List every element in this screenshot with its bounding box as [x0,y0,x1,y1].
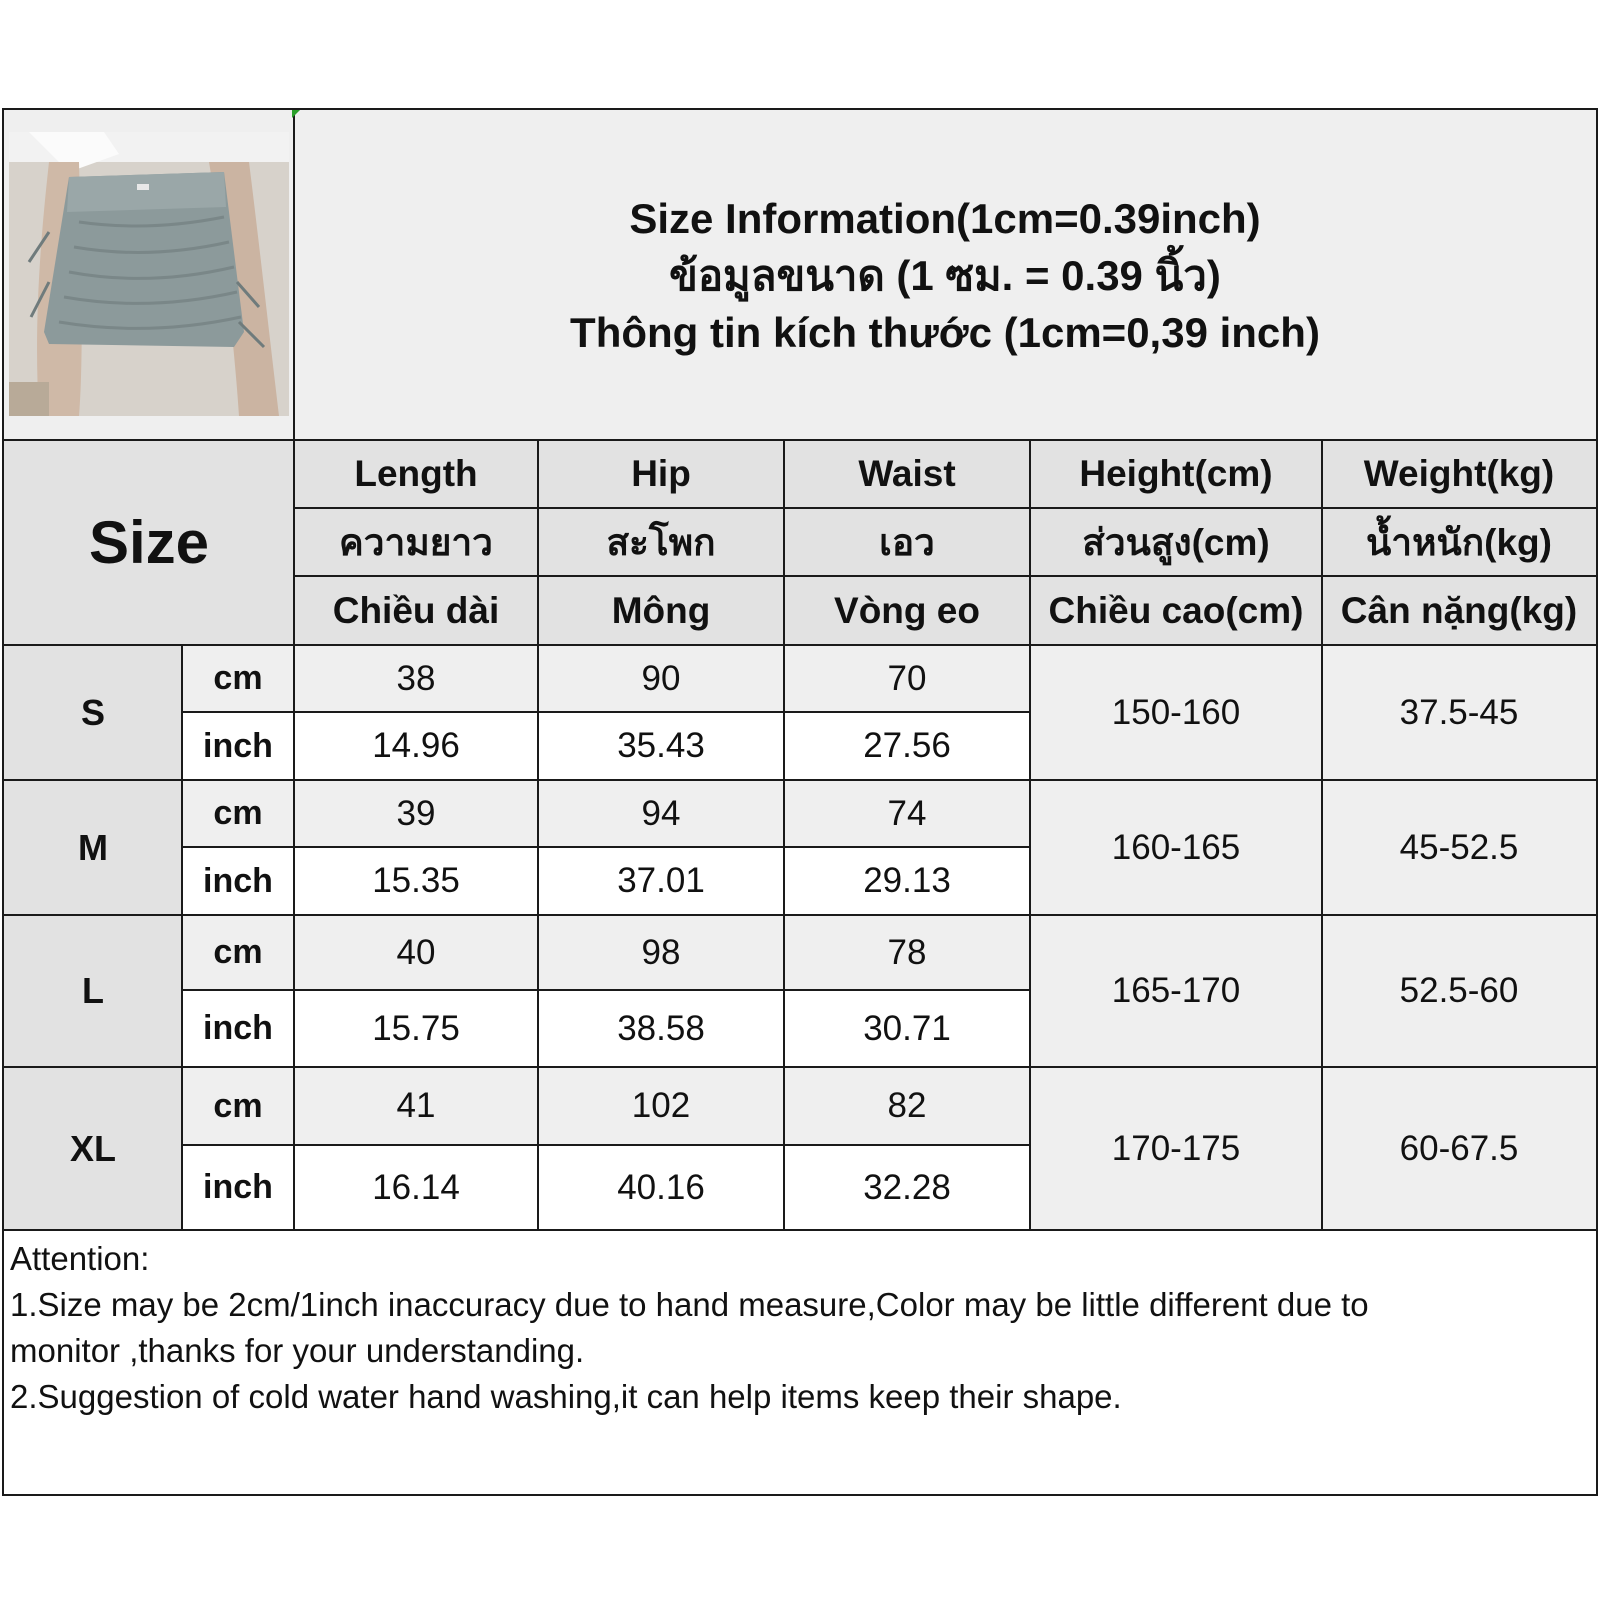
l-waist-cm: 78 [784,915,1030,990]
xl-length-cm: 41 [294,1067,538,1145]
l-hip-inch: 38.58 [538,990,784,1067]
col-waist-en: Waist [784,440,1030,508]
divider [4,1066,1596,1068]
title-block [294,110,1596,440]
m-waist-cm: 74 [784,780,1030,847]
title-en: Size Information(1cm=0.39inch) [629,194,1261,242]
size-s: S [4,645,182,780]
col-length-en: Length [294,440,538,508]
divider [537,440,539,1230]
m-length-inch: 15.35 [294,847,538,915]
col-waist-vi: Vòng eo [784,576,1030,645]
l-hip-cm: 98 [538,915,784,990]
divider [293,110,295,1230]
size-l: L [4,915,182,1067]
l-weight: 52.5-60 [1322,915,1596,1067]
col-waist-th: เอว [784,508,1030,576]
xl-height: 170-175 [1030,1067,1322,1230]
s-height: 150-160 [1030,645,1322,780]
attention-notes [4,1230,1596,1494]
size-m: M [4,780,182,915]
xl-length-inch: 16.14 [294,1145,538,1230]
col-height-vi: Chiều cao(cm) [1030,576,1322,645]
xl-hip-inch: 40.16 [538,1145,784,1230]
m-hip-cm: 94 [538,780,784,847]
size-chart [2,108,1598,1496]
divider [294,575,1596,577]
unit-cm: cm [182,780,294,847]
s-hip-cm: 90 [538,645,784,712]
divider [182,846,1030,848]
xl-waist-cm: 82 [784,1067,1030,1145]
col-weight-vi: Cân nặng(kg) [1322,576,1596,645]
unit-cm: cm [182,645,294,712]
col-height-en: Height(cm) [1030,440,1322,508]
divider [182,1144,1030,1146]
title-th: ข้อมูลขนาด (1 ซม. = 0.39 นิ้ว) [669,251,1221,299]
divider [182,989,1030,991]
divider [1321,440,1323,1230]
unit-inch: inch [182,712,294,780]
corner-marker [292,110,300,118]
m-waist-inch: 29.13 [784,847,1030,915]
unit-inch: inch [182,990,294,1067]
divider [181,645,183,1230]
notes-line-1: 1.Size may be 2cm/1inch inaccuracy due to hand measure,Color may be little different due to [10,1286,1369,1323]
product-photo-cell [4,110,294,440]
xl-hip-cm: 102 [538,1067,784,1145]
col-weight-en: Weight(kg) [1322,440,1596,508]
m-height: 160-165 [1030,780,1322,915]
s-hip-inch: 35.43 [538,712,784,780]
m-hip-inch: 37.01 [538,847,784,915]
l-waist-inch: 30.71 [784,990,1030,1067]
col-length-vi: Chiều dài [294,576,538,645]
xl-waist-inch: 32.28 [784,1145,1030,1230]
col-hip-th: สะโพก [538,508,784,576]
m-weight: 45-52.5 [1322,780,1596,915]
l-height: 165-170 [1030,915,1322,1067]
divider [1029,440,1031,1230]
divider [4,439,1596,441]
size-xl: XL [4,1067,182,1230]
m-length-cm: 39 [294,780,538,847]
s-waist-inch: 27.56 [784,712,1030,780]
s-length-cm: 38 [294,645,538,712]
divider [4,1229,1596,1231]
skirt-photo [9,132,289,416]
unit-cm: cm [182,1067,294,1145]
l-length-cm: 40 [294,915,538,990]
divider [4,644,1596,646]
notes-line-2: monitor ,thanks for your understanding. [10,1332,585,1369]
unit-inch: inch [182,1145,294,1230]
title-vi: Thông tin kích thước (1cm=0,39 inch) [570,308,1320,356]
divider [4,779,1596,781]
col-weight-th: น้ำหนัก(kg) [1322,508,1596,576]
unit-inch: inch [182,847,294,915]
notes-heading: Attention: [10,1240,150,1277]
divider [4,914,1596,916]
col-height-th: ส่วนสูง(cm) [1030,508,1322,576]
s-length-inch: 14.96 [294,712,538,780]
s-waist-cm: 70 [784,645,1030,712]
l-length-inch: 15.75 [294,990,538,1067]
col-length-th: ความยาว [294,508,538,576]
divider [182,711,1030,713]
col-hip-vi: Mông [538,576,784,645]
size-header: Size [4,440,294,645]
divider [783,440,785,1230]
divider [294,507,1596,509]
s-weight: 37.5-45 [1322,645,1596,780]
notes-line-3: 2.Suggestion of cold water hand washing,it can help items keep their shape. [10,1378,1122,1415]
xl-weight: 60-67.5 [1322,1067,1596,1230]
unit-cm: cm [182,915,294,990]
col-hip-en: Hip [538,440,784,508]
